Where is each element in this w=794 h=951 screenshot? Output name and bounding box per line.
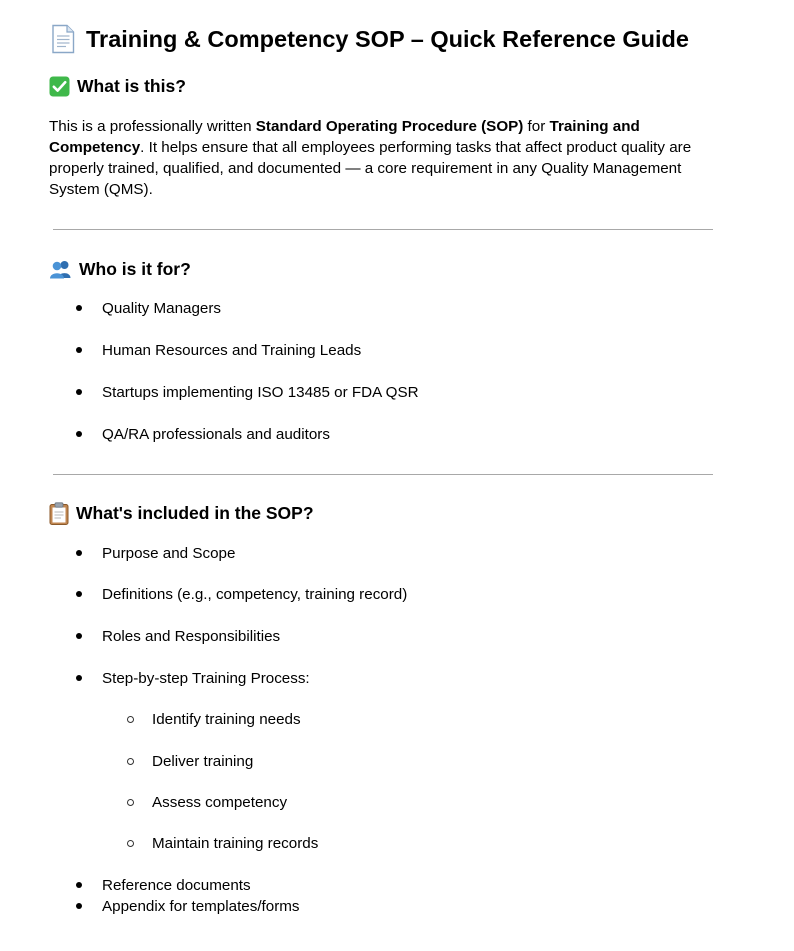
list-item-text: Definitions (e.g., competency, training record) bbox=[102, 585, 408, 603]
list-item bbox=[75, 297, 221, 319]
sub-list-item bbox=[127, 832, 318, 854]
list-item-text: Reference documents bbox=[102, 876, 251, 894]
sub-list-item bbox=[127, 708, 301, 730]
list-item bbox=[75, 423, 330, 445]
section-heading-text: What's included in the SOP? bbox=[76, 502, 314, 523]
list-item bbox=[75, 542, 235, 564]
hollow-bullet bbox=[127, 840, 134, 847]
intro-text-1: This is a professionally written bbox=[49, 118, 256, 135]
sub-list-item-text: Deliver training bbox=[152, 752, 254, 770]
list-item-text: Quality Managers bbox=[102, 299, 222, 317]
section-heading-what bbox=[49, 73, 186, 99]
bullet bbox=[76, 633, 82, 639]
bullet bbox=[76, 591, 82, 597]
bullet bbox=[76, 305, 82, 311]
intro-bold-sop: Standard Operating Procedure (SOP) bbox=[255, 118, 524, 135]
section-heading-who bbox=[49, 256, 191, 282]
bullet bbox=[76, 903, 82, 909]
list-item-text: Step-by-step Training Process: bbox=[102, 669, 310, 687]
list-item bbox=[75, 583, 407, 605]
list-item bbox=[75, 667, 310, 689]
list-item bbox=[75, 874, 251, 896]
section-heading-included bbox=[49, 500, 314, 526]
bullet bbox=[76, 347, 82, 353]
sub-list-item bbox=[127, 750, 253, 772]
divider bbox=[53, 229, 713, 230]
bullet bbox=[76, 389, 82, 395]
sub-list-item-text: Identify training needs bbox=[152, 710, 301, 728]
list-item-text: Roles and Responsibilities bbox=[102, 627, 281, 645]
bullet bbox=[76, 882, 82, 888]
hollow-bullet bbox=[127, 716, 134, 723]
section-heading-text: Who is it for? bbox=[79, 258, 191, 279]
list-item bbox=[75, 625, 280, 647]
intro-text-2: for bbox=[523, 118, 550, 135]
document-title bbox=[50, 22, 689, 56]
page-title: Training & Competency SOP – Quick Reference Guide bbox=[86, 25, 689, 52]
section-heading-text: What is this? bbox=[77, 75, 186, 96]
busts-in-silhouette-icon bbox=[49, 259, 72, 279]
page-facing-up-icon bbox=[50, 24, 76, 54]
list-item-text: Appendix for templates/forms bbox=[102, 897, 300, 915]
sub-list-item-text: Assess competency bbox=[152, 793, 288, 811]
list-item bbox=[75, 895, 300, 917]
intro-paragraph bbox=[49, 116, 729, 200]
list-item bbox=[75, 381, 419, 403]
bullet bbox=[76, 550, 82, 556]
intro-text-3: . It helps ensure that all employees performing tasks that affect product quality are properly trained, qualified, and documented — a core requirement in any Quality Management System (QMS). bbox=[49, 139, 692, 198]
check-mark-button-icon bbox=[49, 76, 70, 97]
list-item bbox=[75, 339, 361, 361]
bullet bbox=[76, 675, 82, 681]
intro-bold-training: Training and Competency bbox=[49, 118, 640, 156]
bullet bbox=[76, 431, 82, 437]
list-item-text: Startups implementing ISO 13485 or FDA QSR bbox=[102, 383, 419, 401]
list-item-text: QA/RA professionals and auditors bbox=[102, 425, 330, 443]
clipboard-icon bbox=[49, 502, 69, 525]
sub-list-item-text: Maintain training records bbox=[152, 834, 319, 852]
sub-list-item bbox=[127, 791, 287, 813]
divider bbox=[53, 474, 713, 475]
list-item-text: Human Resources and Training Leads bbox=[102, 341, 362, 359]
list-item-text: Purpose and Scope bbox=[102, 544, 236, 562]
hollow-bullet bbox=[127, 758, 134, 765]
hollow-bullet bbox=[127, 799, 134, 806]
